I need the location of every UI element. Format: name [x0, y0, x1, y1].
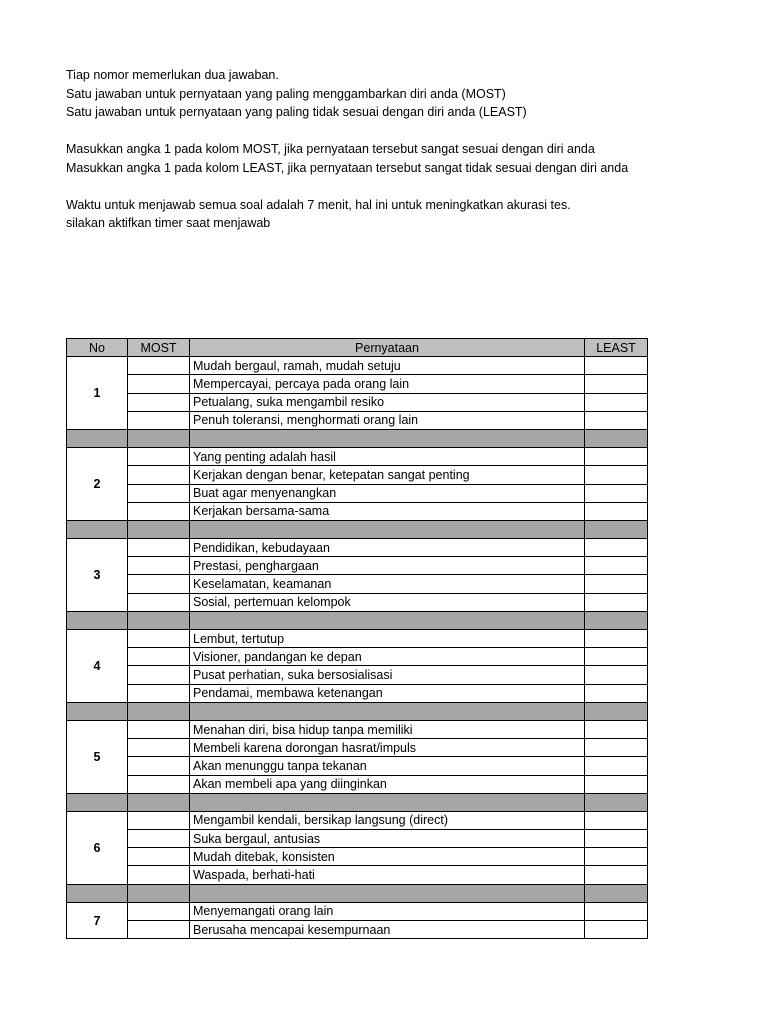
table-row — [67, 902, 648, 920]
instruction-line-7: silakan aktifkan timer saat menjawab — [66, 216, 271, 230]
separator-cell — [190, 793, 585, 811]
header-statement: Pernyataan — [190, 339, 585, 357]
statement-cell: Berusaha mencapai kesempurnaan — [190, 921, 585, 939]
statement-cell: Suka bergaul, antusias — [190, 830, 585, 848]
separator-cell — [128, 793, 190, 811]
statement-cell: Mempercayai, percaya pada orang lain — [190, 375, 585, 393]
instruction-line-2: Satu jawaban untuk pernyataan yang paling menggambarkan diri anda (MOST) — [66, 86, 506, 101]
least-answer-cell[interactable] — [585, 648, 648, 666]
separator-cell — [67, 793, 128, 811]
statement-cell: Sosial, pertemuan kelompok — [190, 593, 585, 611]
table-row — [67, 393, 648, 411]
question-number: 4 — [67, 630, 128, 703]
least-answer-cell[interactable] — [585, 830, 648, 848]
header-no: No — [67, 339, 128, 357]
separator-cell — [128, 429, 190, 447]
separator-cell — [585, 520, 648, 538]
statement-cell: Mengambil kendali, bersikap langsung (direct) — [190, 811, 585, 829]
least-answer-cell[interactable] — [585, 811, 648, 829]
most-answer-cell[interactable] — [128, 593, 190, 611]
statement-cell: Buat agar menyenangkan — [190, 484, 585, 502]
most-answer-cell[interactable] — [128, 921, 190, 939]
table-row — [67, 375, 648, 393]
table-row — [67, 357, 648, 375]
table-row — [67, 775, 648, 793]
statement-cell: Petualang, suka mengambil resiko — [190, 393, 585, 411]
least-answer-cell[interactable] — [585, 375, 648, 393]
header-most: MOST — [128, 339, 190, 357]
least-answer-cell[interactable] — [585, 921, 648, 939]
statement-cell: Keselamatan, keamanan — [190, 575, 585, 593]
least-answer-cell[interactable] — [585, 466, 648, 484]
statement-cell: Pendidikan, kebudayaan — [190, 539, 585, 557]
separator-cell — [585, 429, 648, 447]
table-row — [67, 557, 648, 575]
questionnaire-table — [66, 338, 648, 939]
most-answer-cell[interactable] — [128, 502, 190, 520]
separator-cell — [128, 611, 190, 629]
least-answer-cell[interactable] — [585, 757, 648, 775]
separator-cell — [585, 793, 648, 811]
separator-cell — [67, 520, 128, 538]
separator-cell — [585, 611, 648, 629]
least-answer-cell[interactable] — [585, 902, 648, 920]
separator-cell — [128, 884, 190, 902]
statement-cell: Kerjakan dengan benar, ketepatan sangat penting — [190, 466, 585, 484]
least-answer-cell[interactable] — [585, 484, 648, 502]
separator-cell — [190, 429, 585, 447]
separator-cell — [190, 702, 585, 720]
most-answer-cell[interactable] — [128, 630, 190, 648]
most-answer-cell[interactable] — [128, 902, 190, 920]
question-number: 2 — [67, 448, 128, 521]
statement-cell: Yang penting adalah hasil — [190, 448, 585, 466]
table-row — [67, 830, 648, 848]
separator-cell — [128, 702, 190, 720]
instruction-line-5: Masukkan angka 1 pada kolom LEAST, jika pernyataan tersebut sangat tidak sesuai dengan diri anda — [66, 160, 629, 175]
most-answer-cell[interactable] — [128, 866, 190, 884]
most-answer-cell[interactable] — [128, 375, 190, 393]
most-answer-cell[interactable] — [128, 357, 190, 375]
table-row — [67, 684, 648, 702]
most-answer-cell[interactable] — [128, 466, 190, 484]
most-answer-cell[interactable] — [128, 393, 190, 411]
statement-cell: Pendamai, membawa ketenangan — [190, 684, 585, 702]
question-number: 7 — [67, 902, 128, 938]
most-answer-cell[interactable] — [128, 811, 190, 829]
separator-cell — [128, 520, 190, 538]
statement-cell: Kerjakan bersama-sama — [190, 502, 585, 520]
least-answer-cell[interactable] — [585, 539, 648, 557]
instruction-line-6: Waktu untuk menjawab semua soal adalah 7 menit, hal ini untuk meningkatkan akurasi tes. — [66, 197, 571, 212]
least-answer-cell[interactable] — [585, 448, 648, 466]
most-answer-cell[interactable] — [128, 411, 190, 429]
most-answer-cell[interactable] — [128, 830, 190, 848]
most-answer-cell[interactable] — [128, 557, 190, 575]
table-row — [67, 593, 648, 611]
table-row — [67, 921, 648, 939]
most-answer-cell[interactable] — [128, 739, 190, 757]
least-answer-cell[interactable] — [585, 848, 648, 866]
statement-cell: Waspada, berhati-hati — [190, 866, 585, 884]
least-answer-cell[interactable] — [585, 720, 648, 738]
least-answer-cell[interactable] — [585, 411, 648, 429]
most-answer-cell[interactable] — [128, 484, 190, 502]
statement-cell: Akan membeli apa yang diinginkan — [190, 775, 585, 793]
statement-cell: Menyemangati orang lain — [190, 902, 585, 920]
separator-cell — [67, 611, 128, 629]
table-row — [67, 466, 648, 484]
statement-cell: Akan menunggu tanpa tekanan — [190, 757, 585, 775]
table-row — [67, 720, 648, 738]
statement-cell: Menahan diri, bisa hidup tanpa memiliki — [190, 720, 585, 738]
least-answer-cell[interactable] — [585, 593, 648, 611]
least-answer-cell[interactable] — [585, 630, 648, 648]
statement-cell: Mudah ditebak, konsisten — [190, 848, 585, 866]
table-row — [67, 848, 648, 866]
least-answer-cell[interactable] — [585, 866, 648, 884]
least-answer-cell[interactable] — [585, 684, 648, 702]
least-answer-cell[interactable] — [585, 502, 648, 520]
least-answer-cell[interactable] — [585, 357, 648, 375]
statement-cell: Mudah bergaul, ramah, mudah setuju — [190, 357, 585, 375]
table-row — [67, 484, 648, 502]
question-number: 1 — [67, 357, 128, 430]
statement-cell: Visioner, pandangan ke depan — [190, 648, 585, 666]
group-separator-row — [67, 520, 648, 538]
table-row — [67, 866, 648, 884]
table-row — [67, 502, 648, 520]
least-answer-cell[interactable] — [585, 775, 648, 793]
question-number: 6 — [67, 811, 128, 884]
group-separator-row — [67, 429, 648, 447]
most-answer-cell[interactable] — [128, 539, 190, 557]
most-answer-cell[interactable] — [128, 575, 190, 593]
header-row — [67, 339, 648, 357]
most-answer-cell[interactable] — [128, 720, 190, 738]
table-row — [67, 648, 648, 666]
statement-cell: Membeli karena dorongan hasrat/impuls — [190, 739, 585, 757]
table-row — [67, 666, 648, 684]
separator-cell — [67, 702, 128, 720]
separator-cell — [190, 520, 585, 538]
most-answer-cell[interactable] — [128, 648, 190, 666]
table-row — [67, 575, 648, 593]
group-separator-row — [67, 793, 648, 811]
separator-cell — [190, 611, 585, 629]
most-answer-cell[interactable] — [128, 848, 190, 866]
least-answer-cell[interactable] — [585, 575, 648, 593]
separator-cell — [585, 702, 648, 720]
instructions — [66, 66, 628, 233]
table-row — [67, 448, 648, 466]
group-separator-row — [67, 702, 648, 720]
group-separator-row — [67, 884, 648, 902]
separator-cell — [585, 884, 648, 902]
separator-cell — [67, 429, 128, 447]
separator-cell — [67, 884, 128, 902]
table-row — [67, 739, 648, 757]
statement-cell: Lembut, tertutup — [190, 630, 585, 648]
statement-cell: Prestasi, penghargaan — [190, 557, 585, 575]
most-answer-cell[interactable] — [128, 684, 190, 702]
group-separator-row — [67, 611, 648, 629]
instruction-line-3: Satu jawaban untuk pernyataan yang paling tidak sesuai dengan diri anda (LEAST) — [66, 105, 527, 119]
questionnaire-area — [66, 338, 648, 941]
least-answer-cell[interactable] — [585, 666, 648, 684]
table-row — [67, 411, 648, 429]
most-answer-cell[interactable] — [128, 775, 190, 793]
questionnaire-body — [67, 357, 648, 939]
least-answer-cell[interactable] — [585, 557, 648, 575]
statement-cell: Pusat perhatian, suka bersosialisasi — [190, 666, 585, 684]
table-row — [67, 539, 648, 557]
question-number: 5 — [67, 720, 128, 793]
table-row — [67, 757, 648, 775]
table-row — [67, 630, 648, 648]
most-answer-cell[interactable] — [128, 666, 190, 684]
header-least: LEAST — [585, 339, 648, 357]
statement-cell: Penuh toleransi, menghormati orang lain — [190, 411, 585, 429]
separator-cell — [190, 884, 585, 902]
least-answer-cell[interactable] — [585, 739, 648, 757]
question-number: 3 — [67, 539, 128, 612]
most-answer-cell[interactable] — [128, 757, 190, 775]
most-answer-cell[interactable] — [128, 448, 190, 466]
least-answer-cell[interactable] — [585, 393, 648, 411]
table-row — [67, 811, 648, 829]
instruction-line-1: Tiap nomor memerlukan dua jawaban. — [66, 68, 279, 82]
instruction-line-4: Masukkan angka 1 pada kolom MOST, jika pernyataan tersebut sangat sesuai dengan diri anda — [66, 142, 595, 156]
